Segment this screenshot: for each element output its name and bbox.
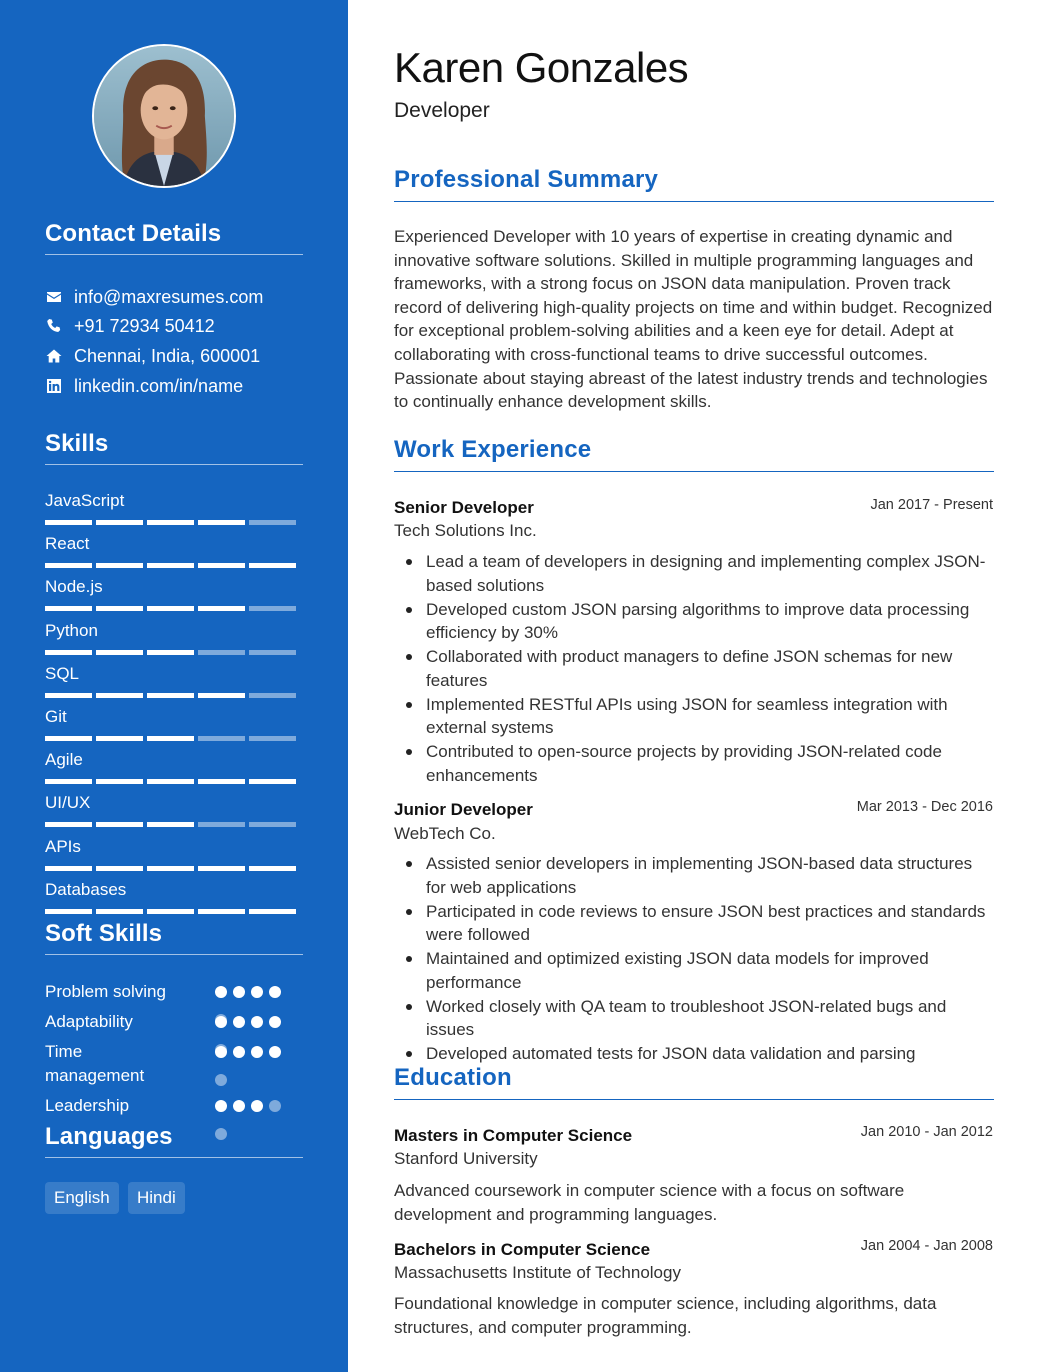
profile-photo (92, 44, 236, 188)
linkedin-icon (45, 377, 63, 395)
skill-level-segment (96, 866, 143, 871)
contact-phone-text: +91 72934 50412 (74, 315, 215, 336)
skill-level-segment (147, 866, 194, 871)
skill-level-segment (45, 909, 92, 914)
contact-email[interactable] (45, 285, 263, 309)
skill-level-segment (96, 520, 143, 525)
degree-dates: Jan 2010 - Jan 2012 (860, 1124, 993, 1140)
skill-level-segment (198, 693, 245, 698)
skill-name: Git (45, 707, 67, 726)
skill-level-segment (198, 650, 245, 655)
soft-skill-dot (215, 1016, 227, 1028)
skill-item (45, 490, 303, 525)
skill-level-segment (147, 779, 194, 784)
job-title: Junior Developer (394, 800, 533, 819)
skills-heading: Skills (45, 430, 303, 465)
skill-level-segment (249, 693, 296, 698)
summary-heading: Professional Summary (394, 166, 994, 202)
skill-level-bar (45, 650, 301, 655)
soft-skill-name: Adaptability (45, 1012, 133, 1031)
skill-item (45, 533, 303, 568)
job-company: WebTech Co. (394, 824, 496, 843)
job-bullet: Developed automated tests for JSON data validation and parsing (426, 1042, 996, 1066)
soft-skill-dot (269, 1100, 281, 1112)
skill-level-bar (45, 909, 301, 914)
skill-level-bar (45, 606, 301, 611)
job-bullet: Lead a team of developers in designing and implementing complex JSON-based solutions (426, 550, 996, 597)
phone-icon (45, 317, 63, 335)
skill-name: Databases (45, 879, 127, 899)
skill-item (45, 706, 303, 741)
job-dates: Mar 2013 - Dec 2016 (856, 799, 993, 815)
skill-name: Node.js (45, 577, 103, 597)
skill-level-segment (45, 822, 92, 827)
skill-item (45, 620, 303, 655)
job-company: Tech Solutions Inc. (394, 521, 537, 540)
soft-skill-name: Time management (45, 1042, 145, 1085)
soft-skill-dot (215, 986, 227, 998)
skill-level-segment (147, 606, 194, 611)
skill-item (45, 749, 303, 784)
skill-level-bar (45, 693, 301, 698)
contact-phone[interactable] (45, 314, 215, 338)
skill-level-segment (198, 606, 245, 611)
skill-level-segment (96, 822, 143, 827)
skill-name: UI/UX (45, 793, 91, 813)
soft-skill-dot (233, 1016, 245, 1028)
skill-name: React (45, 534, 90, 554)
soft-skill-dot (233, 1100, 245, 1112)
soft-skills-heading: Soft Skills (45, 920, 303, 955)
skill-level-segment (249, 650, 296, 655)
skill-level-segment (249, 866, 296, 871)
job-title: Senior Developer (394, 498, 534, 517)
job-bullet: Worked closely with QA team to troubleshoot JSON-related bugs and issues (426, 995, 996, 1042)
skill-level-segment (198, 779, 245, 784)
skill-level-bar (45, 520, 301, 525)
skill-level-segment (45, 606, 92, 611)
soft-skill-dot (251, 1100, 263, 1112)
skill-item (45, 576, 303, 611)
skill-level-segment (45, 563, 92, 568)
job-bullet: Developed custom JSON parsing algorithms to improve data processing efficiency by 30% (426, 598, 996, 645)
contact-email-text: info@maxresumes.com (74, 286, 264, 307)
soft-skill-dot (269, 986, 281, 998)
profile-photo-illustration (94, 46, 234, 186)
job-bullets (426, 550, 996, 788)
skill-level-segment (147, 650, 194, 655)
skill-level-segment (96, 909, 143, 914)
skill-level-segment (249, 606, 296, 611)
skill-level-segment (45, 779, 92, 784)
language-tag-hindi: Hindi (128, 1182, 185, 1214)
contact-address (45, 344, 260, 368)
languages-heading: Languages (45, 1123, 303, 1158)
skill-name: APIs (45, 836, 81, 856)
school-name: Stanford University (394, 1149, 538, 1168)
soft-skill-item (45, 1094, 305, 1118)
contact-linkedin[interactable] (45, 374, 243, 398)
candidate-name: Karen Gonzales (394, 44, 689, 91)
envelope-icon (45, 288, 63, 306)
skill-level-segment (249, 909, 296, 914)
degree-title: Masters in Computer Science (394, 1126, 633, 1145)
skill-name: Python (45, 620, 98, 640)
soft-skill-item (45, 1010, 305, 1034)
skill-level-segment (147, 736, 194, 741)
skill-level-bar (45, 866, 301, 871)
skill-level-segment (198, 520, 245, 525)
education-heading: Education (394, 1064, 994, 1100)
soft-skill-dot (215, 1100, 227, 1112)
skill-level-segment (96, 693, 143, 698)
soft-skill-dot (251, 1046, 263, 1058)
contact-details-heading: Contact Details (45, 220, 303, 255)
skill-level-segment (147, 563, 194, 568)
degree-dates: Jan 2004 - Jan 2008 (860, 1238, 993, 1254)
job-bullets (426, 852, 996, 1066)
skill-level-segment (198, 822, 245, 827)
skill-level-segment (96, 606, 143, 611)
job-bullet: Maintained and optimized existing JSON data models for improved performance (426, 947, 996, 994)
school-name: Massachusetts Institute of Technology (394, 1263, 681, 1282)
skill-item (45, 879, 303, 914)
soft-skill-dot (269, 1016, 281, 1028)
skill-level-segment (96, 563, 143, 568)
skill-level-segment (45, 693, 92, 698)
summary-text: Experienced Developer with 10 years of expertise in creating dynamic and innovative software solutions. Skilled in multiple programming languages and frameworks, with a strong focus on JSON data manipulation. Proven track record of delivering high-quality projects on time and within budget. Recognized for exceptional problem-solving abilities and a keen eye for detail. Adept at collaborating with cross-functional teams to drive successful outcomes. Passionate about staying abreast of the latest industry trends and technologies to continually enhance development skills. (394, 227, 993, 412)
soft-skill-name: Problem solving (45, 982, 166, 1001)
skill-level-segment (249, 822, 296, 827)
job-bullet: Assisted senior developers in implementing JSON-based data structures for web applications (426, 852, 996, 899)
skill-level-segment (198, 866, 245, 871)
soft-skill-dot (233, 1046, 245, 1058)
language-tag-english: English (45, 1182, 119, 1214)
soft-skill-dot (269, 1046, 281, 1058)
skill-level-segment (249, 563, 296, 568)
home-icon (45, 347, 63, 365)
soft-skill-dot (215, 1074, 227, 1086)
skill-level-segment (96, 736, 143, 741)
degree-description: Foundational knowledge in computer science, including algorithms, data structures, and computer programming. (394, 1294, 937, 1337)
soft-skill-name: Leadership (45, 1096, 130, 1115)
skill-item (45, 836, 303, 871)
soft-skill-dot (251, 986, 263, 998)
skill-level-bar (45, 822, 301, 827)
skill-level-segment (198, 909, 245, 914)
skill-level-segment (147, 520, 194, 525)
job-bullet: Participated in code reviews to ensure JSON best practices and standards were followed (426, 900, 996, 947)
skill-level-segment (96, 650, 143, 655)
job-bullet: Contributed to open-source projects by providing JSON-related code enhancements (426, 740, 996, 787)
skill-level-segment (198, 736, 245, 741)
skill-level-segment (198, 563, 245, 568)
soft-skill-item (45, 1040, 305, 1088)
experience-heading: Work Experience (394, 436, 994, 472)
job-bullet: Implemented RESTful APIs using JSON for seamless integration with external systems (426, 693, 996, 740)
skill-level-segment (96, 779, 143, 784)
skill-level-segment (147, 693, 194, 698)
skill-level-bar (45, 779, 301, 784)
skill-level-segment (45, 736, 92, 741)
soft-skill-item (45, 980, 305, 1004)
skill-name: Agile (45, 750, 83, 770)
skill-level-bar (45, 736, 301, 741)
skill-item (45, 663, 303, 698)
soft-skill-dot (251, 1016, 263, 1028)
skill-level-segment (249, 779, 296, 784)
degree-title: Bachelors in Computer Science (394, 1240, 651, 1259)
candidate-title: Developer (394, 99, 490, 122)
skill-level-segment (249, 520, 296, 525)
skill-level-segment (249, 736, 296, 741)
skill-level-bar (45, 563, 301, 568)
skill-item (45, 792, 303, 827)
skill-level-segment (45, 650, 92, 655)
contact-linkedin-text: linkedin.com/in/name (74, 375, 244, 396)
contact-address-text: Chennai, India, 600001 (74, 345, 261, 366)
soft-skill-dot (233, 986, 245, 998)
skill-level-segment (45, 866, 92, 871)
skill-name: SQL (45, 663, 80, 683)
sidebar (0, 0, 348, 1372)
skill-level-segment (45, 520, 92, 525)
skill-name: JavaScript (45, 491, 125, 510)
skill-level-segment (147, 822, 194, 827)
job-dates: Jan 2017 - Present (870, 497, 993, 513)
job-bullet: Collaborated with product managers to define JSON schemas for new features (426, 645, 996, 692)
degree-description: Advanced coursework in computer science with a focus on software development and programming languages. (394, 1181, 905, 1224)
skill-level-segment (147, 909, 194, 914)
soft-skill-dot (215, 1046, 227, 1058)
